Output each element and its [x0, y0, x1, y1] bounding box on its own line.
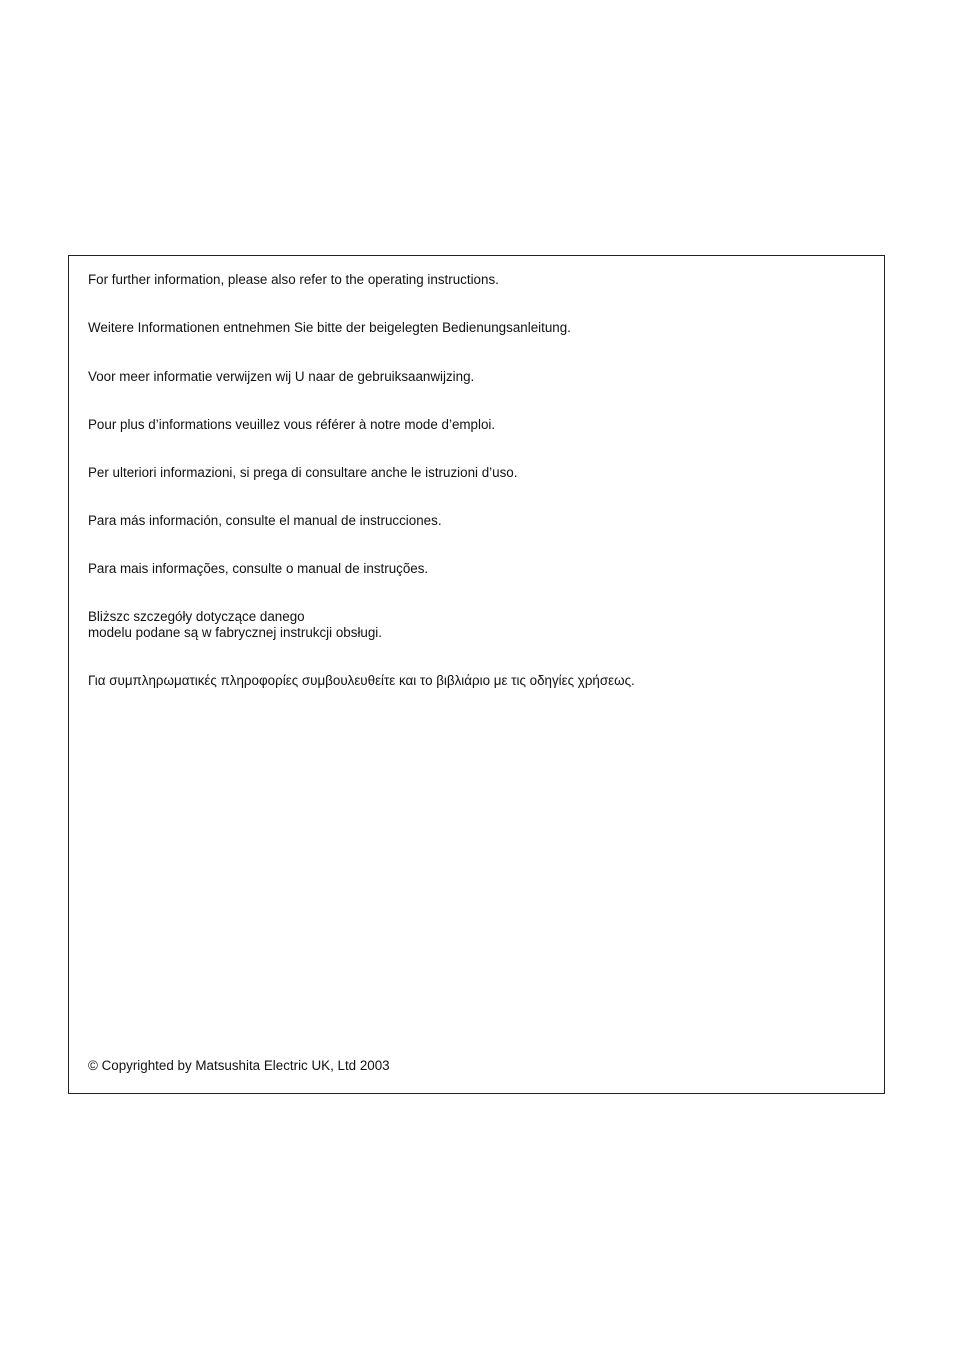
notice-polish-line-1: Bliższc szczegóły dotyczące danego: [88, 609, 305, 624]
notice-italian: Per ulteriori informazioni, si prega di consultare anche le istruzioni d’uso.: [88, 465, 518, 480]
notice-german: Weitere Informationen entnehmen Sie bitte der beigelegten Bedienungsanleitung.: [88, 320, 571, 335]
notice-box: [68, 255, 885, 1094]
notice-greek: Για συμπληρωματικές πληροφορίες συμβουλευθείτε και το βιβλιάριο με τις οδηγίες χρήσεως.: [88, 673, 635, 688]
notice-dutch: Voor meer informatie verwijzen wij U naar de gebruiksaanwijzing.: [88, 369, 475, 384]
notice-spanish: Para más información, consulte el manual de instrucciones.: [88, 513, 442, 528]
notice-english: For further information, please also refer to the operating instructions.: [88, 272, 499, 287]
notice-french: Pour plus d’informations veuillez vous référer à notre mode d’emploi.: [88, 417, 496, 432]
notice-portuguese: Para mais informações, consulte o manual de instruções.: [88, 561, 429, 576]
copyright-notice: © Copyrighted by Matsushita Electric UK, Ltd 2003: [88, 1058, 390, 1073]
notice-polish: [88, 609, 382, 641]
notice-polish-line-2: modelu podane są w fabrycznej instrukcji obsługi.: [88, 625, 383, 640]
